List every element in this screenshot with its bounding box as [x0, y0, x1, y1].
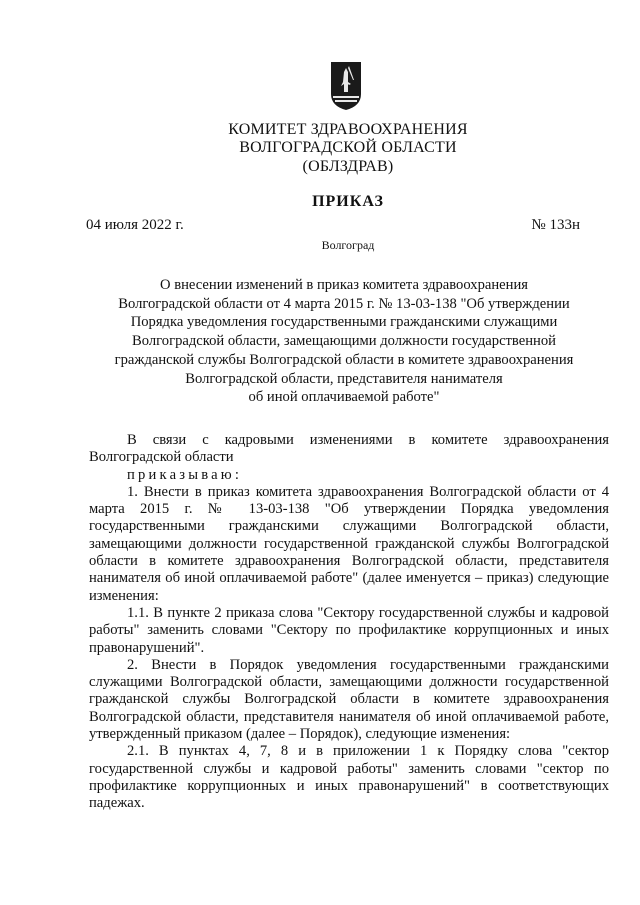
- order-word: [89, 467, 609, 484]
- document-title: [98, 276, 590, 407]
- paragraph-1: 1. Внести в приказ комитета здравоохранения Волгоградской области от 4 марта 2015 г. № 13-03-138 "Об утверждении Порядка уведомления государственными гражданскими служащими Волгоградской области, замещающими должности государственной гражданской службы Волгоградской области в комитете здравоохранения Волгоградской области, представителя нанимателя об иной оплачиваемой работе" (далее именуется – приказ) следующие изменения:: [89, 483, 609, 604]
- title-line: Волгоградской области, замещающими должности государственной: [132, 333, 556, 350]
- title-line: О внесении изменений в приказ комитета здравоохранения: [160, 277, 528, 293]
- intro-paragraph: В связи с кадровыми изменениями в комитете здравоохранения Волгоградской области: [89, 432, 609, 466]
- title-line: гражданской службы Волгоградской области в комитете здравоохранения: [114, 351, 574, 368]
- org-name-line1: КОМИТЕТ ЗДРАВООХРАНЕНИЯ: [228, 121, 468, 138]
- title-line: Порядка уведомления государственными гражданскими служащими: [130, 314, 558, 331]
- paragraph-1-1: 1.1. В пункте 2 приказа слова "Сектору государственной службы и кадровой работы" заменить словами "Сектору по профилактике коррупционных и иных правонарушений".: [89, 604, 609, 656]
- order-word-text: приказываю:: [127, 466, 243, 483]
- title-line: об иной оплачиваемой работе": [248, 389, 440, 406]
- document-body: [89, 432, 609, 813]
- paragraph-2: 2. Внести в Порядок уведомления государственными гражданскими служащими Волгоградской области, замещающими должности государственной гражданской службы Волгоградской области в комитете здравоохранения Волгоградской области, представителя нанимателя об иной оплачиваемой работе, утвержденный приказом (далее – Порядок), следующие изменения:: [89, 656, 609, 743]
- document-number: № 133н: [531, 217, 580, 233]
- document-city: Волгоград: [321, 238, 375, 252]
- org-name-line2: ВОЛГОГРАДСКОЙ ОБЛАСТИ: [239, 139, 457, 156]
- title-line: Волгоградской области, представителя нанимателя: [185, 370, 503, 387]
- paragraph-2-1: 2.1. В пунктах 4, 7, 8 и в приложении 1 к Порядку слова "сектор государственной службы и кадровой работы" заменить словами "сектор по профилактике коррупционных и иных правонарушений" в соответствующих падежах.: [89, 743, 609, 812]
- org-abbreviation: (ОБЛЗДРАВ): [302, 158, 394, 175]
- volgograd-coat-of-arms-icon: [329, 60, 363, 112]
- document-date: 04 июля 2022 г.: [86, 217, 184, 233]
- document-type: ПРИКАЗ: [312, 193, 384, 210]
- title-line: Волгоградской области от 4 марта 2015 г. № 13-03-138 "Об утверждении: [118, 295, 570, 312]
